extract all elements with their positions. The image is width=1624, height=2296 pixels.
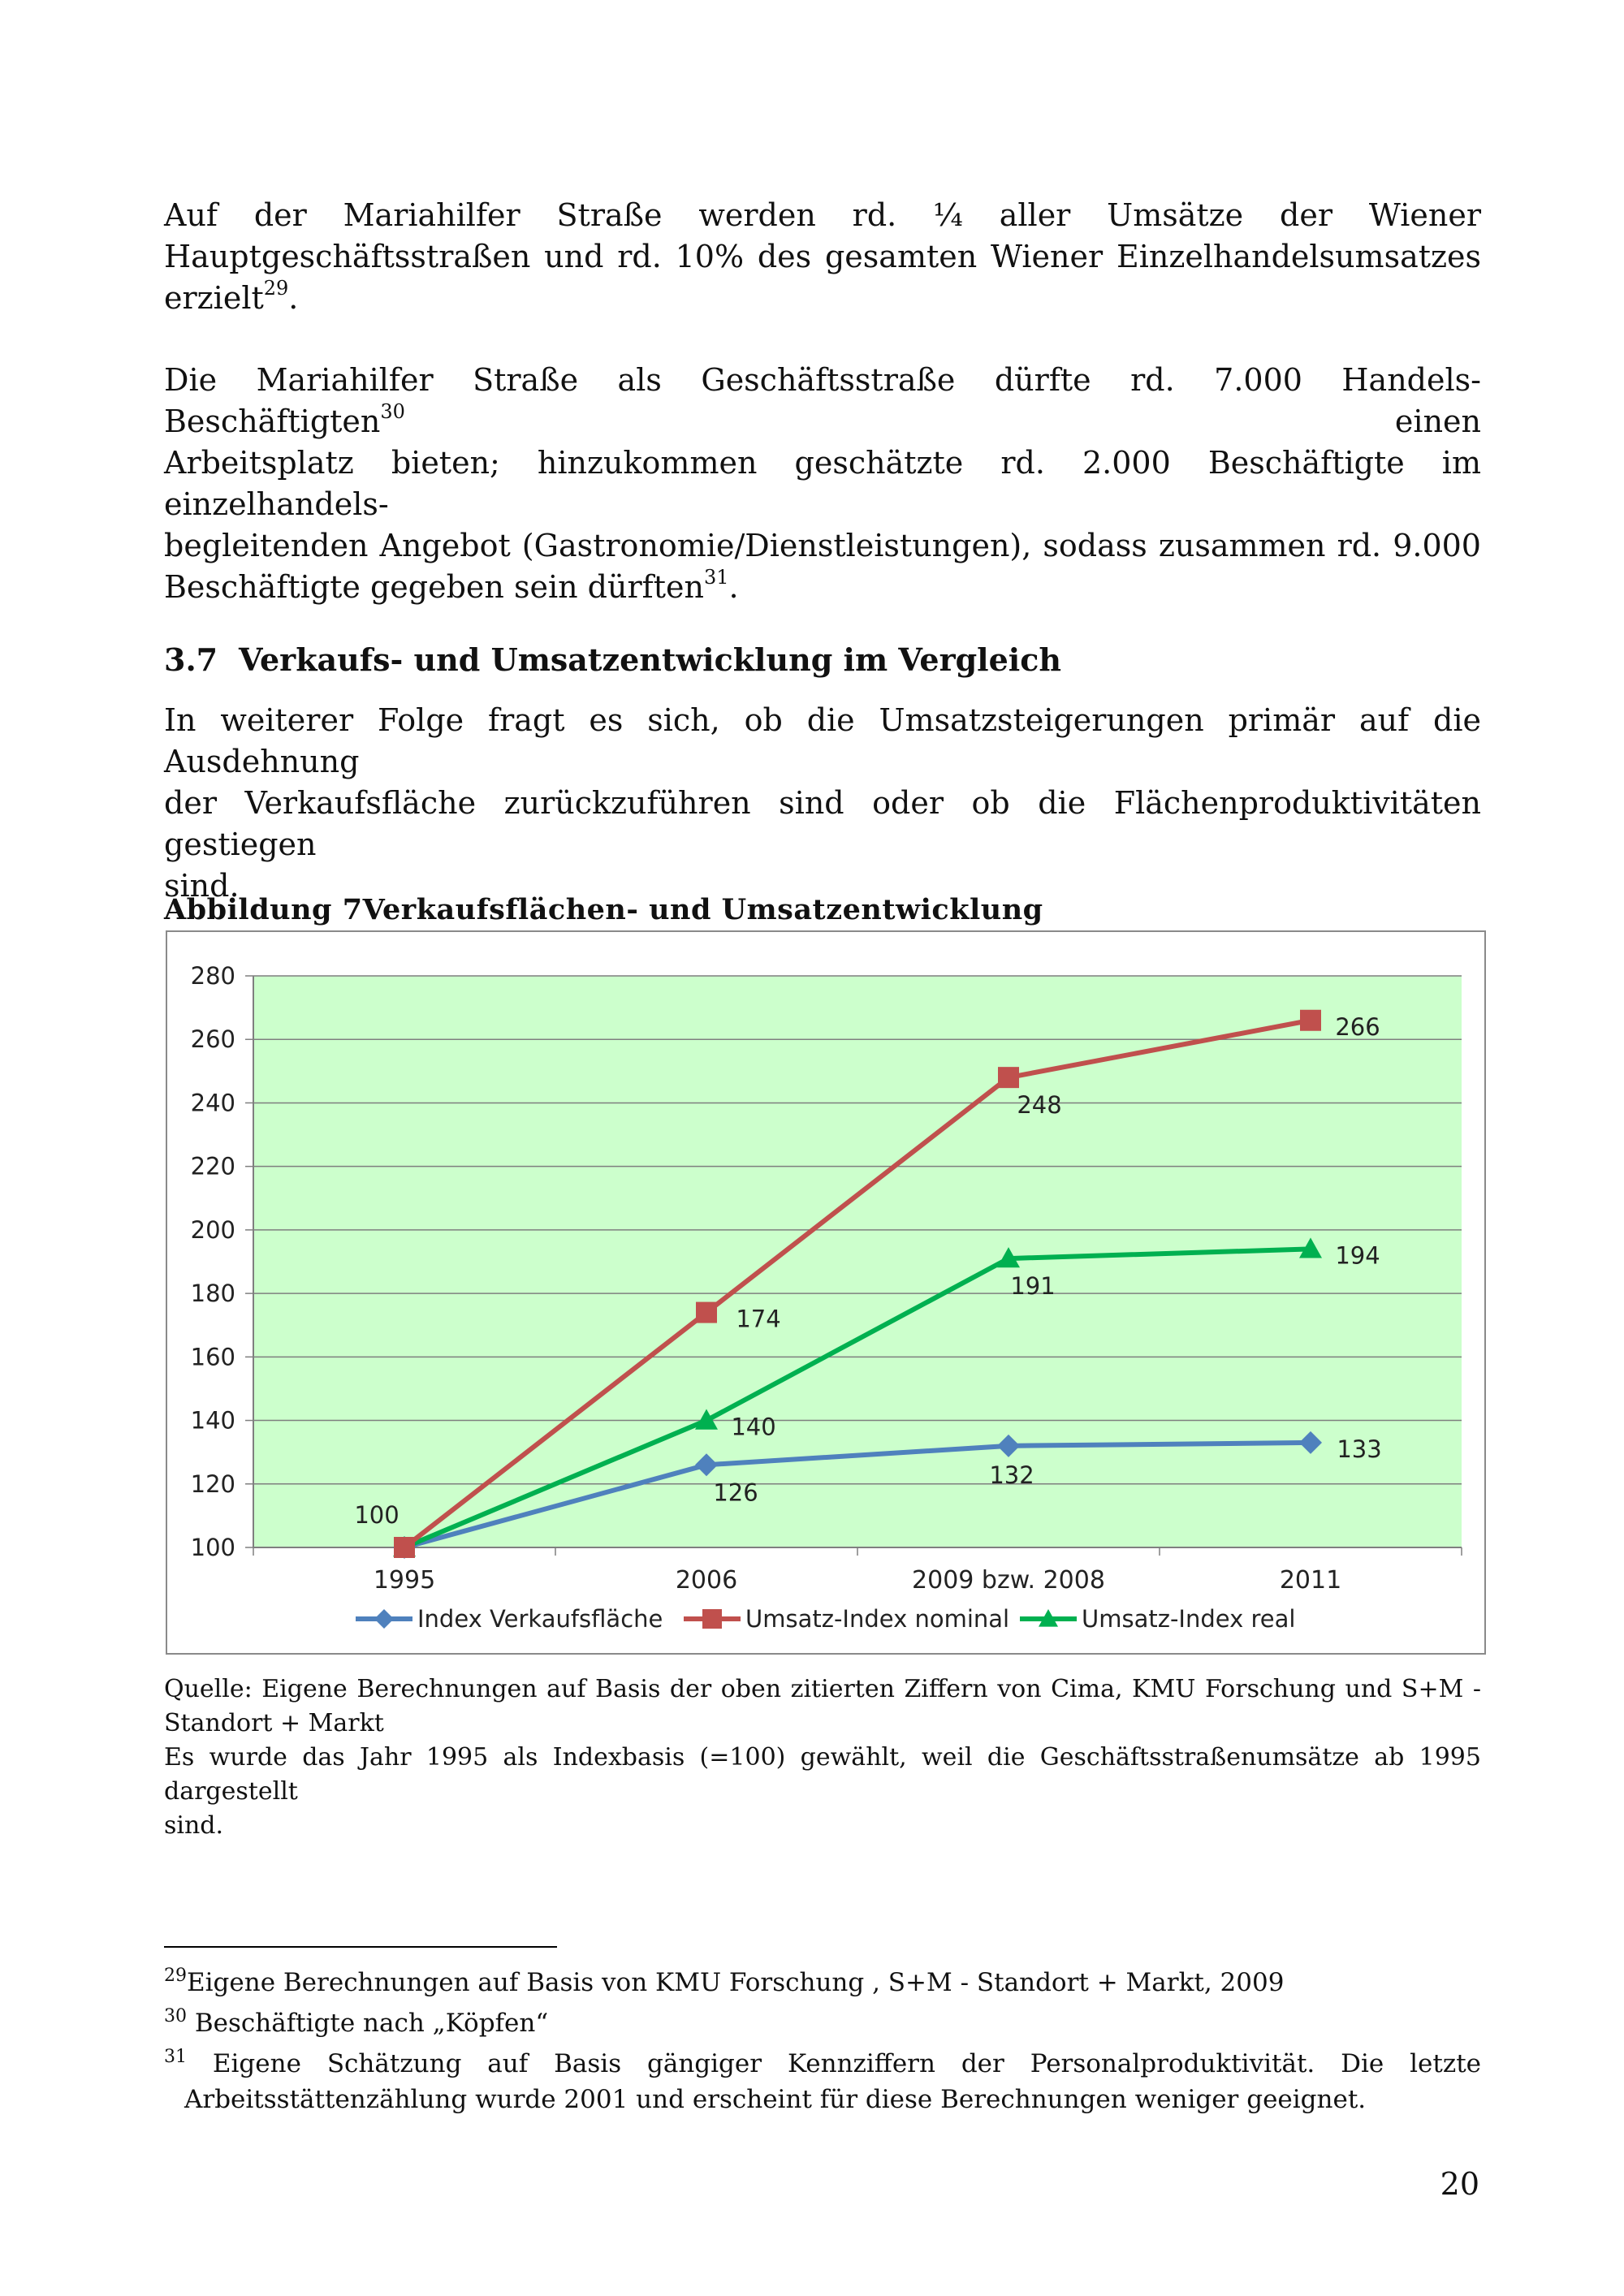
paragraph-text: Beschäftigte gegeben sein dürften [164,569,704,605]
data-label: 140 [731,1413,776,1441]
paragraph-beschaeftigte [164,360,1481,608]
paragraph-line: begleitenden Angebot (Gastronomie/Dienstleistungen), sodass zusammen rd. 9.000 [164,528,1481,563]
paragraph-line [164,278,1481,319]
legend-label: Umsatz-Index real [1082,1605,1296,1633]
y-tick-label: 240 [190,1089,235,1117]
paragraph-text: einen [404,404,1481,439]
data-point [998,1067,1019,1088]
footnote-31 [164,2046,1481,2117]
legend-label: Index Verkaufsfläche [417,1605,663,1633]
legend-marker [374,1609,394,1629]
chart-svg [167,932,1484,1653]
footnote-29 [164,1965,1481,2000]
section-heading [164,641,1061,678]
footnote-separator [164,1946,557,1948]
paragraph-text: Die Mariahilfer Straße als Geschäftsstraße dürfte rd. 7.000 Handels-Beschäftigten [164,362,1481,439]
section-number: 3.7 [164,641,218,678]
figure-caption: Abbildung 7Verkaufsflächen- und Umsatzentwicklung [164,893,1043,926]
footnote-number: 29 [164,1966,187,1986]
data-label: 174 [736,1305,781,1333]
data-point [394,1537,415,1558]
line-chart [166,930,1486,1655]
paragraph-line: In weiterer Folge fragt es sich, ob die Umsatzsteigerungen primär auf die Ausdehnung [164,702,1481,779]
paragraph-line [164,567,1481,608]
data-label: 266 [1335,1012,1380,1041]
y-tick-label: 200 [190,1215,235,1244]
footnote-text: Beschäftigte nach „Köpfen“ [187,2009,549,2038]
footnote-text: Eigene Berechnungen auf Basis von KMU Forschung , S+M - Standort + Markt, 2009 [187,1968,1285,1997]
source-line: Standort + Markt [164,1709,384,1737]
footnote-number: 31 [164,2047,187,2067]
source-line: Quelle: Eigene Berechnungen auf Basis der oben zitierten Ziffern von Cima, KMU Forschung und S+M - [164,1675,1481,1703]
y-tick-label: 280 [190,962,235,990]
paragraph-line: Hauptgeschäftsstraßen und rd. 10% des gesamten Wiener Einzelhandelsumsatzes [164,239,1481,274]
footnote-ref-31[interactable]: 31 [703,566,729,589]
footnote-ref-30[interactable]: 30 [380,400,405,423]
paragraph-text: erzielt [164,280,264,316]
data-label: 248 [1017,1091,1062,1120]
page-number: 20 [1440,2166,1479,2202]
footnote-number: 30 [164,2006,187,2026]
paragraph-umsatzanteil [164,195,1481,319]
paragraph-text: . [728,569,739,605]
data-point [1300,1010,1321,1031]
footnote-line [164,2046,1481,2082]
y-tick-label: 220 [190,1152,235,1180]
paragraph-line [164,360,1481,442]
x-tick-label: 2009 bzw. 2008 [912,1566,1105,1595]
data-label: 132 [989,1461,1034,1489]
x-tick-label: 1995 [373,1566,436,1595]
data-point [696,1302,717,1323]
footnote-ref-29[interactable]: 29 [263,277,289,300]
legend-label: Umsatz-Index nominal [745,1605,1010,1633]
data-label: 191 [1010,1272,1056,1301]
section-intro [164,700,1481,907]
paragraph-line: Arbeitsplatz bieten; hinzukommen geschätzte rd. 2.000 Beschäftigte im einzelhandels- [164,445,1481,522]
x-tick-label: 2006 [675,1566,738,1595]
paragraph-text: . [288,280,299,316]
y-tick-label: 260 [190,1025,235,1054]
data-label: 126 [713,1478,758,1507]
y-tick-label: 100 [190,1534,235,1561]
footnote-30 [164,2005,1481,2041]
plot-area [253,976,1462,1547]
paragraph-line: Auf der Mariahilfer Straße werden rd. ¼ aller Umsätze der Wiener [164,197,1481,233]
footnote-text: Eigene Schätzung auf Basis gängiger Kennziffern der Personalproduktivität. Die letzte [187,2049,1481,2078]
legend-marker [702,1609,722,1629]
paragraph-line: sind. [164,868,240,904]
y-tick-label: 120 [190,1470,235,1498]
paragraph-line: der Verkaufsfläche zurückzuführen sind oder ob die Flächenproduktivitäten gestiegen [164,785,1481,862]
figure-source [164,1672,1481,1843]
y-tick-label: 180 [190,1280,235,1308]
footnote-line: Arbeitsstättenzählung wurde 2001 und erscheint für diese Berechnungen weniger geeignet. [184,2085,1367,2114]
x-tick-label: 2011 [1279,1566,1342,1595]
source-line: sind. [164,1811,224,1840]
data-label: 133 [1337,1435,1382,1463]
y-tick-label: 160 [190,1343,235,1371]
section-title: Verkaufs- und Umsatzentwicklung im Vergleich [239,641,1061,678]
y-tick-label: 140 [190,1406,235,1435]
source-line: Es wurde das Jahr 1995 als Indexbasis (=100) gewählt, weil die Geschäftsstraßenumsätze ab 1995 dargestellt [164,1743,1481,1806]
data-label: 194 [1335,1241,1380,1270]
data-label: 100 [354,1501,400,1529]
